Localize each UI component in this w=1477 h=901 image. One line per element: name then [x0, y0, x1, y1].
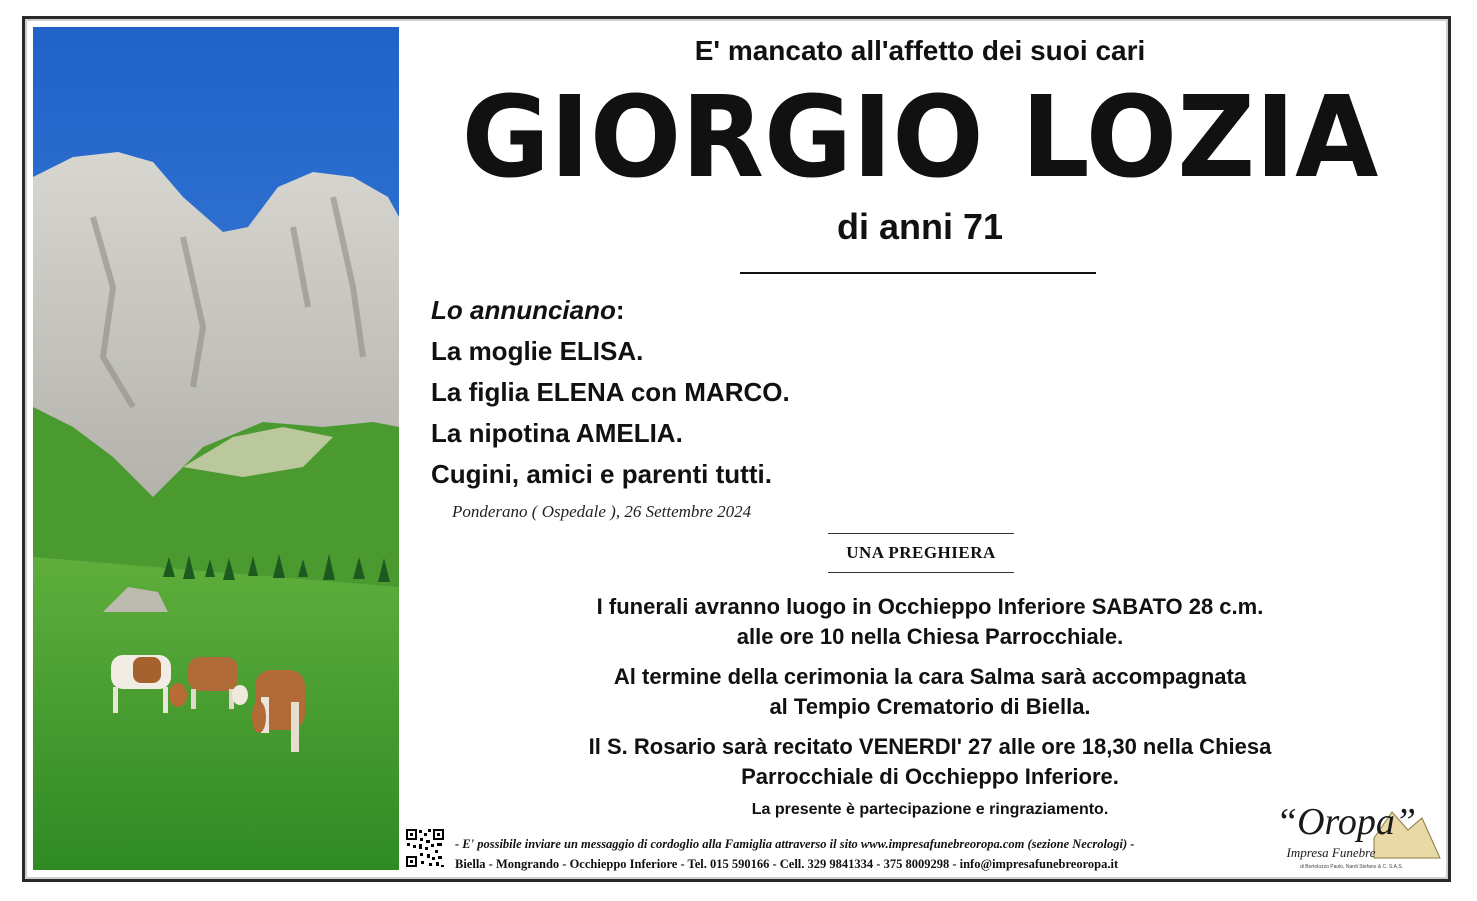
- announcement-lead-colon: :: [615, 295, 625, 325]
- funeral-paragraph: [430, 732, 1430, 792]
- mourner-line: La moglie ELISA.: [431, 336, 644, 366]
- funeral-details: [430, 592, 1430, 802]
- funeral-paragraph: [430, 592, 1430, 652]
- logo-small-print: di Bortolozzo Paolo, Nardi Stefano & C. S.A.S.: [1300, 864, 1404, 870]
- funeral-line: alle ore 10 nella Chiesa Parrocchiale.: [736, 624, 1124, 649]
- mountain-meadow-photo: [33, 27, 399, 870]
- mourner-line: Cugini, amici e parenti tutti.: [431, 459, 772, 489]
- logo-subtitle: Impresa Funebre: [1286, 845, 1376, 860]
- announcement-block: [431, 290, 790, 495]
- mourner-line: La nipotina AMELIA.: [431, 418, 683, 448]
- footer-condolence-text: - E' possibile inviare un messaggio di cordoglio alla Famiglia attraverso il sito www.impresafunebreoropa.com (sezione Necrologi) -: [455, 837, 1135, 851]
- thanks-text: La presente è partecipazione e ringraziamento.: [751, 801, 1109, 818]
- funeral-line: Parrocchiale di Occhieppo Inferiore.: [741, 764, 1119, 789]
- place-date: Ponderano ( Ospedale ), 26 Settembre 2024: [452, 502, 752, 521]
- intro-text: E' mancato all'affetto dei suoi cari: [694, 35, 1146, 66]
- logo-title: “Oropa”: [1275, 801, 1417, 843]
- funeral-line: Il S. Rosario sarà recitato VENERDI' 27 alle ore 18,30 nella Chiesa: [588, 734, 1272, 759]
- footer: [455, 834, 1134, 874]
- age-text: di anni 71: [836, 206, 1004, 247]
- mourner-line: La figlia ELENA con MARCO.: [431, 377, 790, 407]
- funeral-line: al Tempio Crematorio di Biella.: [769, 694, 1091, 719]
- announcement-lead-label: Lo annunciano: [431, 295, 616, 325]
- funeral-line: I funerali avranno luogo in Occhieppo Inferiore SABATO 28 c.m.: [596, 594, 1264, 619]
- announcement-lead: [431, 290, 790, 331]
- footer-contacts: Biella - Mongrando - Occhieppo Inferiore - Tel. 015 590166 - Cell. 329 9841334 - 375 8009298 - info@impresafunebreoropa.it: [455, 857, 1119, 871]
- funeral-line: Al termine della cerimonia la cara Salma sarà accompagnata: [613, 664, 1247, 689]
- funeral-paragraph: [430, 662, 1430, 722]
- deceased-name: GIORGIO LOZIA: [461, 73, 1379, 203]
- prayer-link[interactable]: UNA PREGHIERA: [828, 533, 1014, 573]
- divider-line: [740, 272, 1096, 274]
- qr-code-icon[interactable]: [405, 828, 445, 868]
